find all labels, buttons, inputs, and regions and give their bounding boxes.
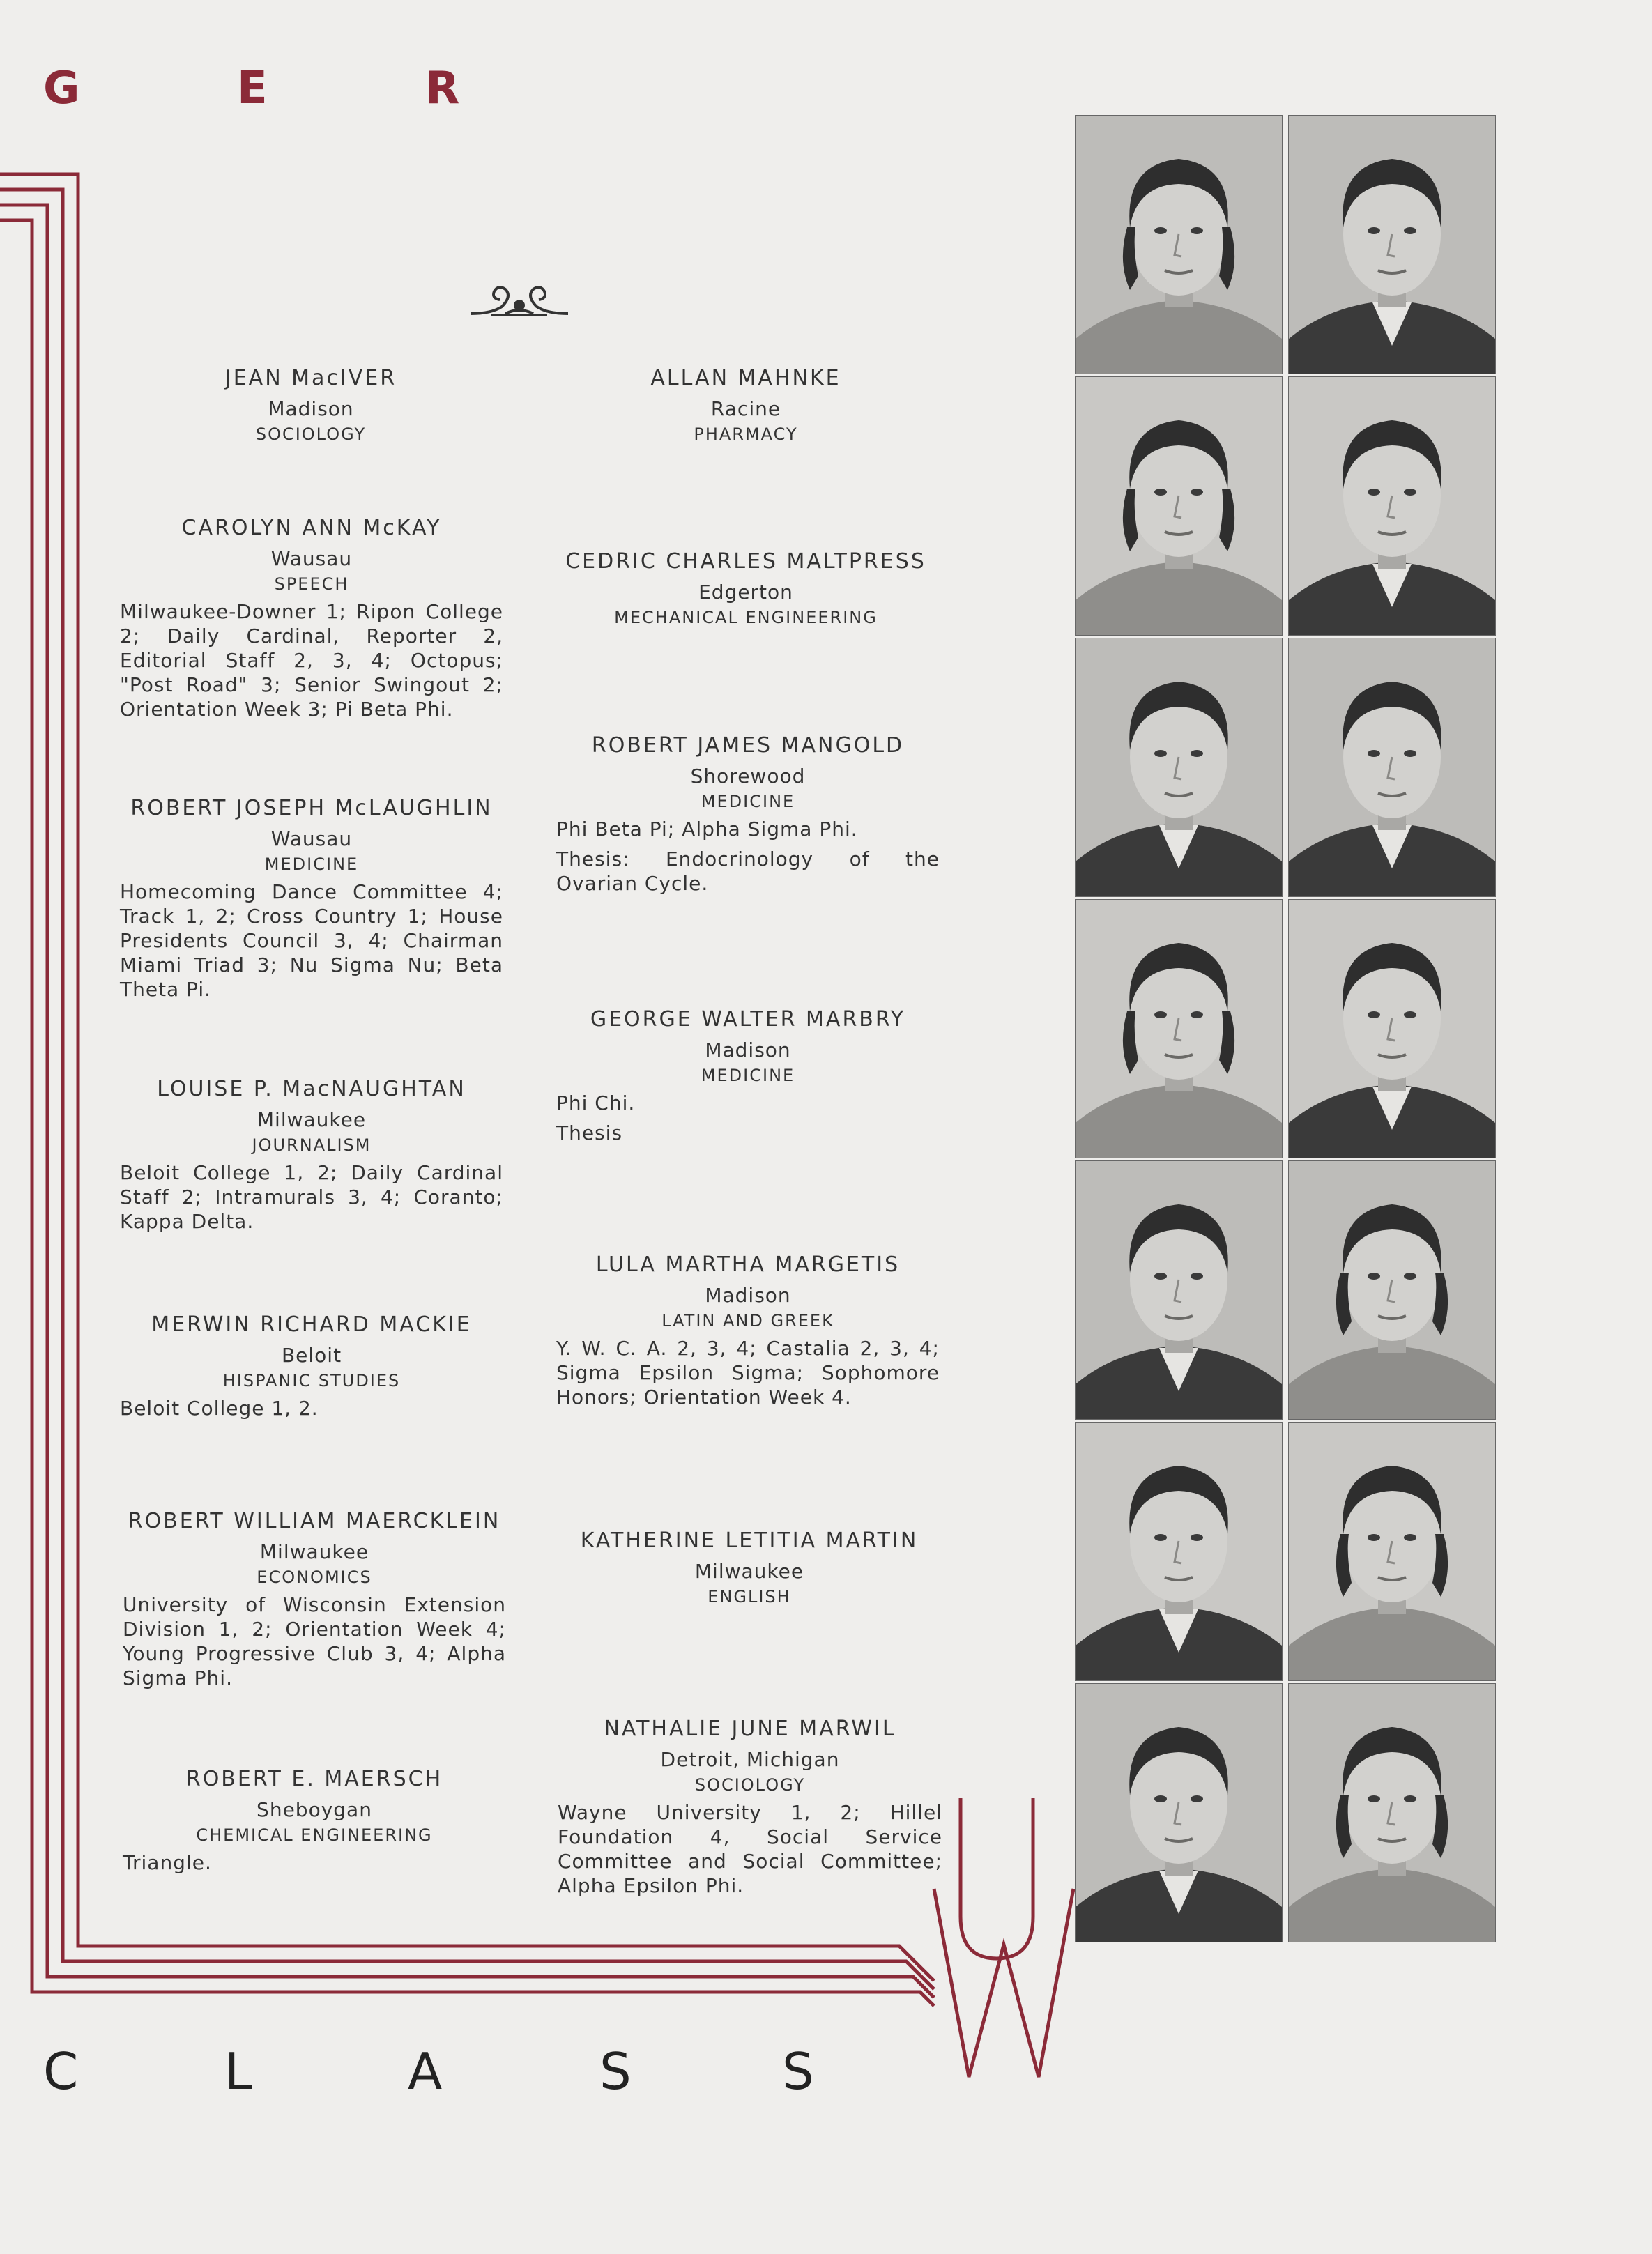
- student-activities: Triangle.: [123, 1851, 212, 1874]
- uw-monogram: [927, 1784, 1094, 2091]
- student-name: ROBERT JAMES MANGOLD: [591, 733, 905, 758]
- student-major: MEDICINE: [701, 1066, 795, 1085]
- entry-robert-joseph-mclaughlin: [120, 796, 503, 1002]
- entry-carolyn-ann-mckay: [120, 516, 503, 721]
- student-thesis: Thesis: [556, 1121, 623, 1144]
- entry-jean-maciver: [123, 366, 499, 444]
- student-major: MEDICINE: [701, 792, 795, 811]
- student-thesis: Thesis: Endocrinology of the Ovarian Cycle.: [556, 848, 940, 895]
- student-name: LULA MARTHA MARGETIS: [595, 1252, 901, 1277]
- student-major: CHEMICAL ENGINEERING: [196, 1825, 433, 1845]
- student-major: ENGLISH: [708, 1587, 791, 1607]
- entry-katherine-letitia-martin: [558, 1528, 941, 1607]
- student-name: ROBERT WILLIAM MAERCKLEIN: [128, 1509, 501, 1533]
- student-name: KATHERINE LETITIA MARTIN: [580, 1528, 919, 1553]
- portrait-merwin-richard-mackie: [1075, 1160, 1283, 1420]
- student-name: ROBERT JOSEPH McLAUGHLIN: [130, 796, 493, 820]
- student-name: GEORGE WALTER MARBRY: [590, 1007, 906, 1032]
- student-activities: Phi Chi.: [556, 1091, 636, 1114]
- student-name: CAROLYN ANN McKAY: [181, 516, 442, 540]
- student-town: Detroit, Michigan: [660, 1748, 840, 1771]
- portrait-lula-martha-margetis: [1288, 1160, 1496, 1420]
- student-major: ECONOMICS: [257, 1567, 372, 1587]
- header-letter-e: E: [237, 63, 269, 114]
- entry-robert-e-maersch: [123, 1767, 506, 1875]
- student-activities: Beloit College 1, 2; Daily Cardinal Staff 2; Intramurals 3, 4; Coranto; Kappa Delta.: [120, 1161, 503, 1233]
- student-activities: Homecoming Dance Committee 4; Track 1, 2; Cross Country 1; House Presidents Council 3, 4; Chairman Miami Triad 3; Nu Sigma Nu; Beta Theta Pi.: [120, 880, 503, 1001]
- student-activities: Phi Beta Pi; Alpha Sigma Phi.: [556, 818, 858, 841]
- student-activities: Milwaukee-Downer 1; Ripon College 2; Daily Cardinal, Reporter 2, Editorial Staff 2, 3, 4; Octopus; "Post Road" 3; Senior Swingout 2; Orientation Week 3; Pi Beta Phi.: [120, 600, 503, 721]
- entry-merwin-richard-mackie: [120, 1312, 503, 1420]
- student-town: Madison: [705, 1284, 791, 1307]
- entry-louise-p-macnaughtan: [120, 1077, 503, 1234]
- portrait-nathalie-june-marwil: [1288, 1683, 1496, 1942]
- student-town: Milwaukee: [259, 1540, 369, 1563]
- student-major: PHARMACY: [694, 424, 798, 444]
- student-major: SPEECH: [274, 574, 349, 594]
- entry-nathalie-june-marwil: [558, 1717, 942, 1898]
- entry-lula-martha-margetis: [556, 1252, 940, 1409]
- student-name: MERWIN RICHARD MACKIE: [151, 1312, 472, 1337]
- student-town: Madison: [268, 397, 354, 420]
- portrait-katherine-letitia-martin: [1288, 1422, 1496, 1681]
- portrait-robert-james-mangold: [1288, 638, 1496, 897]
- student-town: Wausau: [270, 827, 353, 850]
- portrait-robert-joseph-mclaughlin: [1075, 638, 1283, 897]
- portrait-cedric-charles-maltpress: [1288, 376, 1496, 636]
- entry-cedric-charles-maltpress: [558, 549, 934, 627]
- student-major: SOCIOLOGY: [255, 424, 367, 444]
- student-major: MEDICINE: [264, 854, 359, 874]
- student-town: Edgerton: [698, 581, 793, 604]
- header-letter-g: G: [43, 63, 82, 114]
- student-name: ALLAN MAHNKE: [650, 366, 841, 390]
- student-major: JOURNALISM: [252, 1135, 372, 1155]
- footer-letter-a: A: [408, 2042, 443, 2101]
- student-town: Shorewood: [690, 765, 806, 788]
- student-name: ROBERT E. MAERSCH: [185, 1767, 443, 1791]
- footer-letter-l: L: [224, 2042, 253, 2101]
- student-activities: University of Wisconsin Extension Division 1, 2; Orientation Week 4; Young Progressive Club 3, 4; Alpha Sigma Phi.: [123, 1593, 506, 1689]
- header-letter-r: R: [425, 63, 461, 114]
- student-name: CEDRIC CHARLES MALTPRESS: [565, 549, 926, 574]
- monogram-letter-w: [927, 1787, 928, 1788]
- ornament-flourish-icon: [464, 279, 575, 328]
- student-town: Racine: [710, 397, 781, 420]
- student-major: HISPANIC STUDIES: [222, 1371, 401, 1390]
- student-name: LOUISE P. MacNAUGHTAN: [157, 1077, 466, 1101]
- portrait-louise-p-macnaughtan: [1075, 899, 1283, 1158]
- portrait-george-walter-marbry: [1288, 899, 1496, 1158]
- portrait-jean-maciver: [1075, 115, 1283, 374]
- monogram-letter-u: [927, 1784, 928, 1785]
- student-town: Beloit: [281, 1344, 342, 1367]
- entry-robert-william-maercklein: [123, 1509, 506, 1690]
- student-town: Wausau: [270, 547, 353, 570]
- entry-robert-james-mangold: [556, 733, 940, 896]
- student-town: Milwaukee: [694, 1560, 804, 1583]
- student-activities: Wayne University 1, 2; Hillel Foundation 4, Social Service Committee and Social Committee; Alpha Epsilon Phi.: [558, 1801, 942, 1897]
- entry-allan-mahnke: [558, 366, 934, 444]
- student-major: LATIN AND GREEK: [661, 1311, 834, 1331]
- entry-george-walter-marbry: [556, 1007, 940, 1145]
- footer-letter-s2: S: [782, 2042, 814, 2101]
- student-activities: Y. W. C. A. 2, 3, 4; Castalia 2, 3, 4; Sigma Epsilon Sigma; Sophomore Honors; Orientation Week 4.: [556, 1337, 940, 1409]
- student-major: MECHANICAL ENGINEERING: [614, 608, 878, 627]
- student-town: Milwaukee: [257, 1108, 367, 1131]
- portrait-allan-mahnke: [1288, 115, 1496, 374]
- student-town: Madison: [705, 1038, 791, 1061]
- student-activities: Beloit College 1, 2.: [120, 1397, 319, 1420]
- student-major: SOCIOLOGY: [694, 1775, 806, 1795]
- footer-letter-s1: S: [599, 2042, 632, 2101]
- portrait-robert-e-maersch: [1075, 1683, 1283, 1942]
- portrait-carolyn-ann-mckay: [1075, 376, 1283, 636]
- student-name: NATHALIE JUNE MARWIL: [604, 1717, 896, 1741]
- student-town: Sheboygan: [257, 1798, 372, 1821]
- student-name: JEAN MacIVER: [224, 366, 397, 390]
- portrait-robert-william-maercklein: [1075, 1422, 1283, 1681]
- footer-letter-c: C: [43, 2042, 79, 2101]
- uw-monogram-graphic: [927, 1784, 1094, 2091]
